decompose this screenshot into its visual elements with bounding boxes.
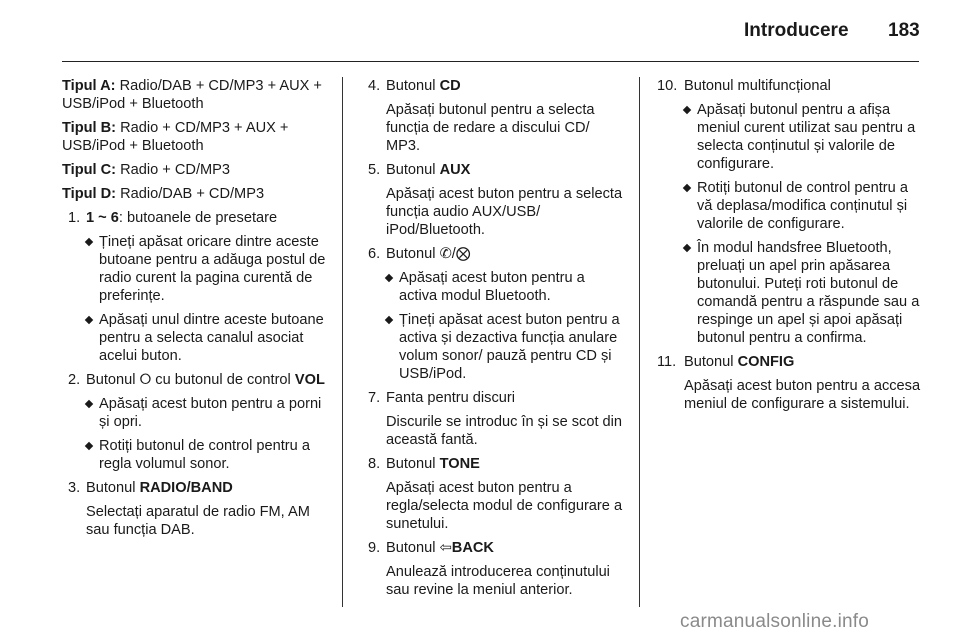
column-3: [657, 77, 926, 419]
bullet-item: [368, 311, 624, 383]
item-heading-text: Butonul: [86, 372, 140, 388]
item-heading-text: : butoanele de presetare: [118, 210, 278, 226]
item-number: 10.: [657, 78, 678, 94]
type-text: Radio + CD/MP3 + AUX + USB/iPod + Bluetooth: [62, 120, 289, 154]
diamond-bullet-icon: [385, 274, 393, 282]
item-heading: [657, 77, 926, 95]
item-4-cd: [368, 77, 624, 155]
type-b-line: [62, 119, 328, 155]
item-number: 2.: [68, 372, 81, 388]
item-heading-text: Butonul multifuncțional: [684, 78, 831, 94]
phone-mute-icon: ✆/⨂: [439, 246, 471, 262]
item-heading: [368, 389, 624, 407]
page-number: 183: [888, 20, 920, 41]
item-5-aux: [368, 161, 624, 239]
bullet-text: Apăsați unul dintre aceste butoane pentru a selecta canalul asociat acelui buton.: [99, 312, 324, 364]
item-number: 7.: [368, 390, 381, 406]
bullet-text: Apăsați butonul pentru a afișa meniul curent utilizat sau pentru a selecta conținutul și valorile de configurare.: [697, 102, 916, 172]
item-heading-text: Fanta pentru discuri: [386, 390, 515, 406]
diamond-bullet-icon: [85, 238, 93, 246]
item-key: BACK: [451, 540, 494, 556]
bullet-text: Țineți apăsat acest buton pentru a activa și dezactiva funcția anulare volum sonor/ pauză pentru CD și USB/iPod.: [399, 312, 620, 382]
item-heading-text: Butonul: [86, 480, 140, 496]
item-key: RADIO/BAND: [139, 480, 233, 496]
item-heading: [68, 209, 328, 227]
item-2-power-vol: [68, 371, 328, 473]
bullet-item: [666, 239, 926, 347]
item-number: 5.: [368, 162, 381, 178]
bullet-text: Rotiți butonul de control pentru a vă deplasa/modifica conținutul și valorile de configurare.: [697, 180, 908, 232]
item-heading-text: cu butonul de control: [151, 372, 295, 388]
diamond-bullet-icon: [85, 316, 93, 324]
item-body: Apăsați acest buton pentru a accesa meniul de configurare a sistemului.: [684, 378, 921, 412]
item-key: AUX: [439, 162, 471, 178]
item-heading: [368, 77, 624, 95]
type-c-line: [62, 161, 328, 179]
bullet-item: [68, 395, 328, 431]
bullet-item: [68, 233, 328, 305]
item-number: 6.: [368, 246, 381, 262]
item-7-disc-slot: [368, 389, 624, 449]
bullet-item: [368, 269, 624, 305]
diamond-bullet-icon: [683, 244, 691, 252]
power-icon: ⭘: [139, 372, 152, 388]
type-label: Tipul A:: [62, 78, 116, 94]
item-heading: [657, 353, 926, 371]
item-key: 1 ~ 6: [86, 210, 119, 226]
diamond-bullet-icon: [85, 442, 93, 450]
item-number: 11.: [657, 354, 677, 370]
type-label: Tipul C:: [62, 162, 117, 178]
column-1: [62, 77, 328, 545]
type-a-line: [62, 77, 328, 113]
type-label: Tipul B:: [62, 120, 117, 136]
item-8-tone: [368, 455, 624, 533]
item-number: 8.: [368, 456, 381, 472]
item-11-config: [657, 353, 926, 413]
item-body: Selectați aparatul de radio FM, AM sau funcția DAB.: [86, 504, 310, 538]
item-heading-text: Butonul: [386, 78, 440, 94]
bullet-item: [666, 101, 926, 173]
item-1-presets: [68, 209, 328, 365]
item-9-back: [368, 539, 624, 599]
header-divider: [62, 61, 919, 62]
item-body: Apăsați acest buton pentru a selecta funcția audio AUX/USB/ iPod/Bluetooth.: [386, 186, 623, 238]
item-body: Apăsați acest buton pentru a regla/selecta modul de configurare a sunetului.: [386, 480, 623, 532]
item-heading: [368, 539, 624, 557]
column-2: [368, 77, 624, 605]
item-6-phone-mute: [368, 245, 624, 383]
item-heading: [68, 479, 328, 497]
bullet-item: [666, 179, 926, 233]
item-heading: [68, 371, 328, 389]
item-number: 3.: [68, 480, 81, 496]
item-heading: [368, 245, 624, 263]
item-heading: [368, 161, 624, 179]
diamond-bullet-icon: [683, 106, 691, 114]
item-body: Discurile se introduc în și se scot din această fantă.: [386, 414, 623, 448]
column-divider-2: [639, 77, 640, 607]
item-heading-text: Butonul: [386, 162, 440, 178]
item-heading-text: Butonul: [386, 246, 440, 262]
diamond-bullet-icon: [85, 400, 93, 408]
item-key: VOL: [294, 372, 325, 388]
back-arrow-icon: ⇦: [439, 540, 452, 556]
item-heading-text: Butonul: [386, 456, 440, 472]
item-body: Apăsați butonul pentru a selecta funcția de redare a discului CD/ MP3.: [386, 102, 595, 154]
type-text: Radio/DAB + CD/MP3 + AUX + USB/iPod + Bluetooth: [62, 78, 322, 112]
type-d-line: [62, 185, 328, 203]
item-key: TONE: [439, 456, 480, 472]
bullet-item: [68, 311, 328, 365]
type-text: Radio + CD/MP3: [116, 162, 231, 178]
bullet-text: Țineți apăsat oricare dintre aceste butoane pentru a adăuga postul de radio curent la pagina curentă de preferințe.: [99, 234, 326, 304]
item-10-multifunction: [657, 77, 926, 347]
item-key: CONFIG: [737, 354, 795, 370]
bullet-item: [68, 437, 328, 473]
column-divider-1: [342, 77, 343, 607]
item-body: Anulează introducerea conținutului sau revine la meniul anterior.: [386, 564, 610, 598]
bullet-text: Rotiți butonul de control pentru a regla volumul sonor.: [99, 438, 310, 472]
bullet-text: În modul handsfree Bluetooth, preluați un apel prin apăsarea butonului. Puteți roti butonul de comandă pentru a răspunde sau a respinge un apel și apoi apăsați butonul pentru a confirma.: [697, 240, 920, 346]
item-heading: [368, 455, 624, 473]
item-key: CD: [439, 78, 461, 94]
item-number: 4.: [368, 78, 381, 94]
watermark-text: carmanualsonline.info: [680, 611, 870, 632]
type-label: Tipul D:: [62, 186, 117, 202]
diamond-bullet-icon: [683, 184, 691, 192]
item-3-radio-band: [68, 479, 328, 539]
item-number: 9.: [368, 540, 381, 556]
item-number: 1.: [68, 210, 81, 226]
bullet-text: Apăsați acest buton pentru a porni și opri.: [99, 396, 322, 430]
item-heading-text: Butonul: [386, 540, 440, 556]
page-header-title: Introducere: [744, 20, 849, 41]
item-heading-text: Butonul: [684, 354, 738, 370]
type-text: Radio/DAB + CD/MP3: [116, 186, 265, 202]
diamond-bullet-icon: [385, 316, 393, 324]
bullet-text: Apăsați acest buton pentru a activa modul Bluetooth.: [399, 270, 585, 304]
